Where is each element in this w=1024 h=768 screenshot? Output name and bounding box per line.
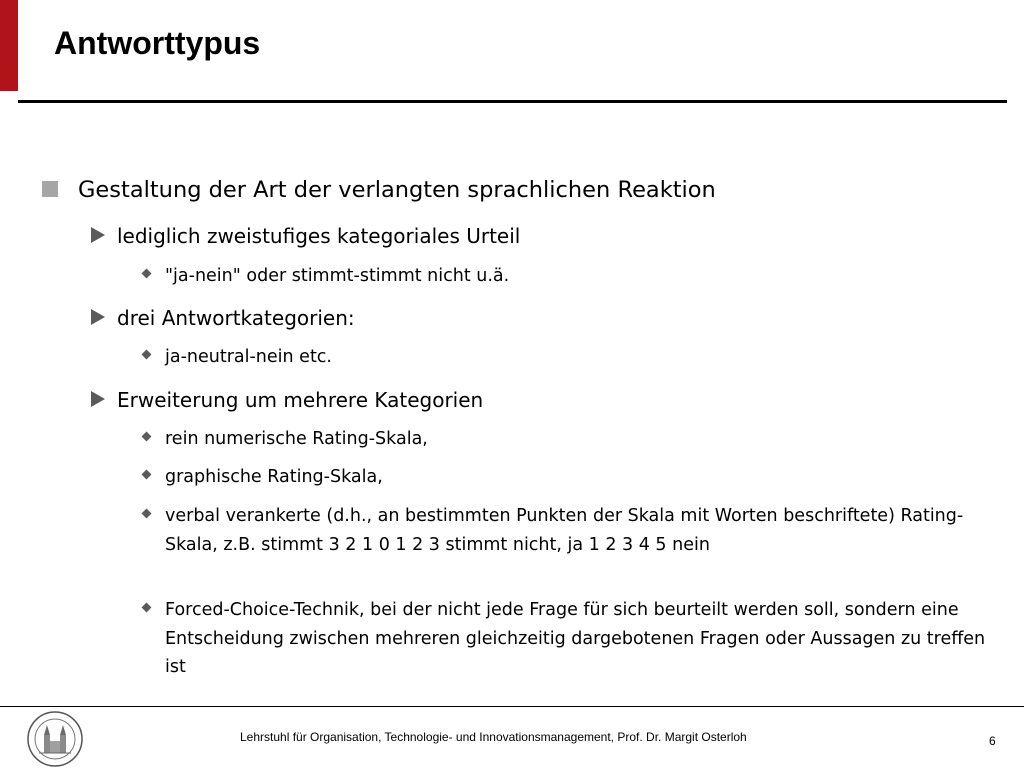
- bullet-level-3: [141, 502, 995, 559]
- university-seal-icon: [27, 711, 83, 767]
- page-number: 6: [989, 734, 996, 748]
- bullet-level-2: [91, 387, 483, 413]
- bullet-level-3: [141, 425, 995, 454]
- bullet-level-2: [91, 305, 355, 331]
- bullet-text: verbal verankerte (d.h., an bestimmten Punkten der Skala mit Worten beschriftete) Rating-Skala, z.B. stimmt 3 2 1 0 1 2 3 stimmt nicht, ja 1 2 3 4 5 nein: [165, 506, 964, 555]
- bullet-level-3: [141, 463, 995, 492]
- triangle-bullet-icon: [91, 227, 105, 243]
- diamond-bullet-icon: [142, 470, 152, 480]
- footer-chair-name: Lehrstuhl für Organisation, Technologie- und Innovationsmanagement, Prof. Dr. Margit Osterloh: [240, 730, 747, 744]
- bullet-level-3: [141, 596, 995, 682]
- bullet-text: Erweiterung um mehrere Kategorien: [117, 388, 484, 412]
- bullet-text: "ja-nein" oder stimmt-stimmt nicht u.ä.: [165, 266, 510, 286]
- page-title: Antworttypus: [54, 25, 261, 61]
- bullet-level-1: [42, 176, 716, 204]
- bullet-text: ja-neutral-nein etc.: [165, 347, 332, 367]
- diamond-bullet-icon: [142, 350, 152, 360]
- bullet-level-3: [141, 262, 995, 291]
- square-bullet-icon: [42, 181, 58, 197]
- accent-bar: [0, 0, 18, 91]
- diamond-bullet-icon: [142, 603, 152, 613]
- bullet-text: drei Antwortkategorien:: [117, 306, 355, 330]
- bullet-text: lediglich zweistufiges kategoriales Urteil: [117, 224, 521, 248]
- bullet-text: Forced-Choice-Technik, bei der nicht jede Frage für sich beurteilt werden soll, sondern eine Entscheidung zwischen mehreren gleichzeitig dargebotenen Fragen oder Aussagen zu treffen ist: [165, 600, 986, 677]
- diamond-bullet-icon: [142, 269, 152, 279]
- triangle-bullet-icon: [91, 391, 105, 407]
- footer-divider: [0, 706, 1024, 707]
- bullet-text: graphische Rating-Skala,: [165, 467, 383, 487]
- diamond-bullet-icon: [142, 509, 152, 519]
- diamond-bullet-icon: [142, 432, 152, 442]
- bullet-level-2: [91, 223, 520, 249]
- bullet-text: Gestaltung der Art der verlangten sprachlichen Reaktion: [78, 177, 716, 203]
- bullet-level-3: [141, 343, 995, 372]
- title-divider: [18, 100, 1007, 103]
- triangle-bullet-icon: [91, 309, 105, 325]
- bullet-text: rein numerische Rating-Skala,: [165, 429, 428, 449]
